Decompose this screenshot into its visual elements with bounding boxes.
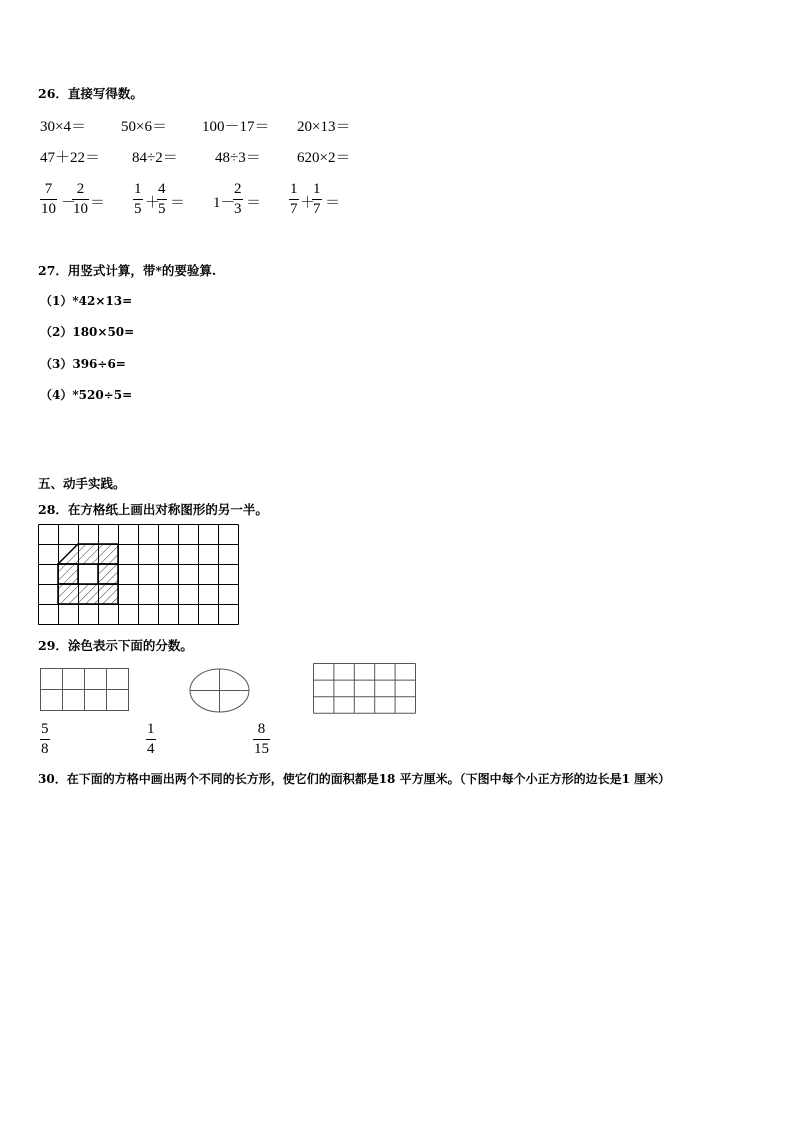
equals-sign: ＝ — [90, 195, 106, 211]
equals-sign: ＝ — [170, 195, 186, 211]
fraction-2-10: $\frac{2}{10}$ — [73, 181, 88, 217]
q27-item-4: （4）*520÷5= — [40, 388, 133, 402]
fraction-7-10: $\frac{7}{10}$ — [41, 181, 56, 217]
equals-sign: ＝ — [325, 195, 341, 211]
q26-expr-8: 620×2＝ — [297, 150, 351, 166]
plus-sign: ＋ — [145, 195, 161, 211]
rectangle-8-parts — [40, 668, 130, 712]
q26-expr-6: 84÷2＝ — [132, 150, 178, 166]
hatched-half-figure — [58, 544, 118, 604]
equals-sign: ＝ — [246, 195, 262, 211]
q30-title: 30．在下面的方格中画出两个不同的长方形，使它们的面积都是18 平方厘米。（下图中每个小正方形的边长是1 厘米） — [38, 772, 671, 786]
q26-expr-3: 100－17＝ — [202, 119, 270, 135]
one-minus: 1－ — [213, 195, 236, 211]
q26-title: 26．直接写得数。 — [38, 86, 143, 101]
symmetry-grid — [38, 524, 243, 625]
q26-expr-4: 20×13＝ — [297, 119, 351, 135]
ellipse-4-parts — [189, 668, 251, 714]
q27-item-3: （3）396÷6= — [40, 357, 126, 371]
plus-sign: ＋ — [300, 195, 316, 211]
fraction-2-3: $\frac{2}{3}$ — [234, 181, 242, 217]
fraction-1-7-b: $\frac{1}{7}$ — [313, 181, 321, 217]
q27-title: 27．用竖式计算，带*的要验算. — [38, 263, 217, 278]
q28-title: 28．在方格纸上画出对称图形的另一半。 — [38, 502, 268, 517]
q26-expr-1: 30×4＝ — [40, 119, 86, 135]
fraction-1-4: $\frac{1}{4}$ — [147, 721, 155, 757]
fraction-1-5: $\frac{1}{5}$ — [134, 181, 142, 217]
q26-expr-7: 48÷3＝ — [215, 150, 261, 166]
fraction-5-8: $\frac{5}{8}$ — [41, 721, 49, 757]
fraction-8-15: $\frac{8}{15}$ — [254, 721, 269, 757]
section-title: 五、动手实践。 — [38, 476, 126, 491]
q26-expr-2: 50×6＝ — [121, 119, 167, 135]
minus-sign: － — [61, 195, 77, 211]
rectangle-15-parts — [313, 663, 417, 715]
fraction-1-7: $\frac{1}{7}$ — [290, 181, 298, 217]
q29-title: 29．涂色表示下面的分数。 — [38, 638, 193, 653]
q27-item-2: （2）180×50= — [40, 325, 135, 339]
q26-expr-5: 47＋22＝ — [40, 150, 101, 166]
q27-item-1: （1）*42×13= — [40, 294, 133, 308]
fraction-4-5: $\frac{4}{5}$ — [158, 181, 166, 217]
